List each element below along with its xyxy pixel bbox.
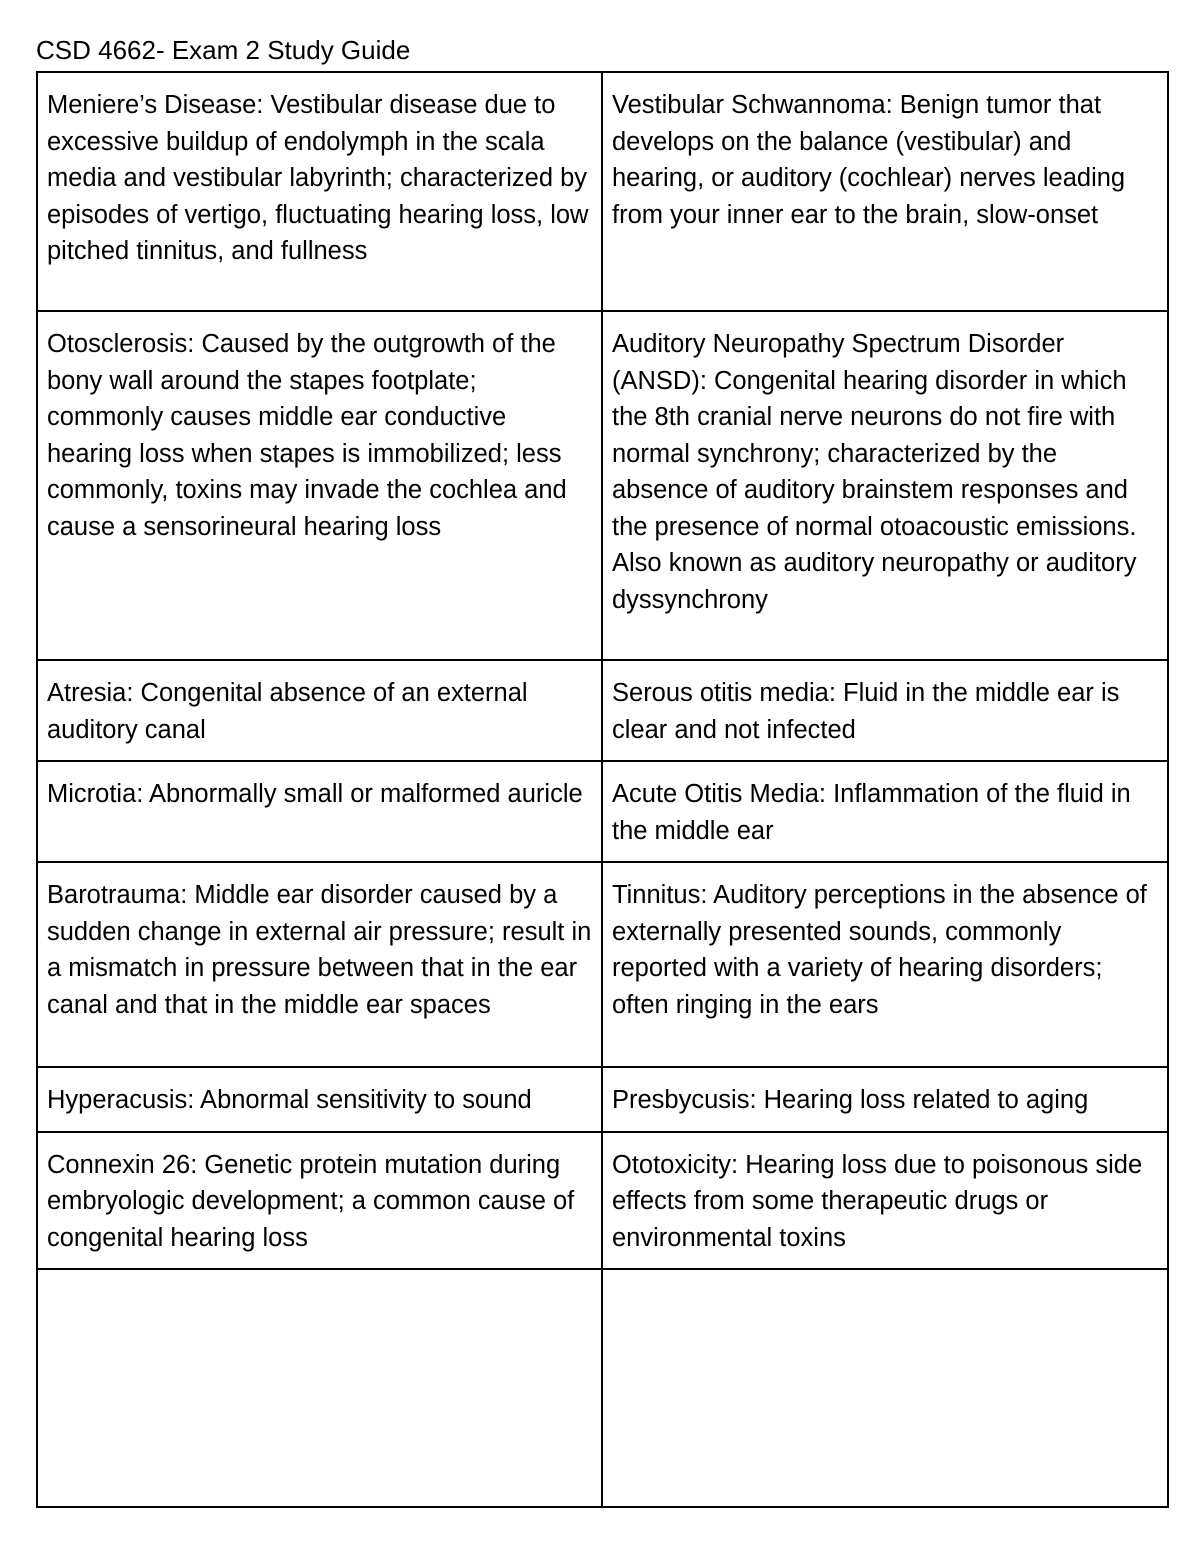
- term-cell-acute-otitis-media: Acute Otitis Media: Inflammation of the fluid in the middle ear: [602, 761, 1168, 862]
- table-row: [37, 311, 1168, 660]
- empty-cell: [602, 1269, 1168, 1507]
- term-cell-ototoxicity: Ototoxicity: Hearing loss due to poisonous side effects from some therapeutic drugs or environmental toxins: [602, 1132, 1168, 1270]
- empty-cell: [37, 1269, 602, 1507]
- table-row: [37, 761, 1168, 862]
- study-guide-table: [36, 71, 1169, 1508]
- term-cell-otosclerosis: Otosclerosis: Caused by the outgrowth of the bony wall around the stapes footplate; commonly causes middle ear conductive hearing loss when stapes is immobilized; less commonly, toxins may invade the cochlea and cause a sensorineural hearing loss: [37, 311, 602, 660]
- term-cell-atresia: Atresia: Congenital absence of an external auditory canal: [37, 660, 602, 761]
- term-cell-barotrauma: Barotrauma: Middle ear disorder caused by a sudden change in external air pressure; result in a mismatch in pressure between that in the ear canal and that in the middle ear spaces: [37, 862, 602, 1067]
- table-row: [37, 72, 1168, 311]
- table-row: [37, 1067, 1168, 1132]
- term-cell-serous-otitis-media: Serous otitis media: Fluid in the middle ear is clear and not infected: [602, 660, 1168, 761]
- term-cell-vestibular-schwannoma: Vestibular Schwannoma: Benign tumor that develops on the balance (vestibular) and hearing, or auditory (cochlear) nerves leading from your inner ear to the brain, slow-onset: [602, 72, 1168, 311]
- table-row: [37, 1269, 1168, 1507]
- table-row: [37, 660, 1168, 761]
- term-cell-microtia: Microtia: Abnormally small or malformed auricle: [37, 761, 602, 862]
- term-cell-tinnitus: Tinnitus: Auditory perceptions in the absence of externally presented sounds, commonly reported with a variety of hearing disorders; often ringing in the ears: [602, 862, 1168, 1067]
- term-cell-connexin-26: Connexin 26: Genetic protein mutation during embryologic development; a common cause of congenital hearing loss: [37, 1132, 602, 1270]
- document-title: CSD 4662- Exam 2 Study Guide: [36, 35, 411, 65]
- term-cell-meniere: Meniere’s Disease: Vestibular disease due to excessive buildup of endolymph in the scala media and vestibular labyrinth; characterized by episodes of vertigo, fluctuating hearing loss, low pitched tinnitus, and fullness: [37, 72, 602, 311]
- term-cell-hyperacusis: Hyperacusis: Abnormal sensitivity to sound: [37, 1067, 602, 1132]
- term-cell-presbycusis: Presbycusis: Hearing loss related to aging: [602, 1067, 1168, 1132]
- term-cell-ansd: Auditory Neuropathy Spectrum Disorder (ANSD): Congenital hearing disorder in which the 8th cranial nerve neurons do not fire with normal synchrony; characterized by the absence of auditory brainstem responses and the presence of normal otoacoustic emissions. Also known as auditory neuropathy or auditory dyssynchrony: [602, 311, 1168, 660]
- table-row: [37, 862, 1168, 1067]
- table-row: [37, 1132, 1168, 1270]
